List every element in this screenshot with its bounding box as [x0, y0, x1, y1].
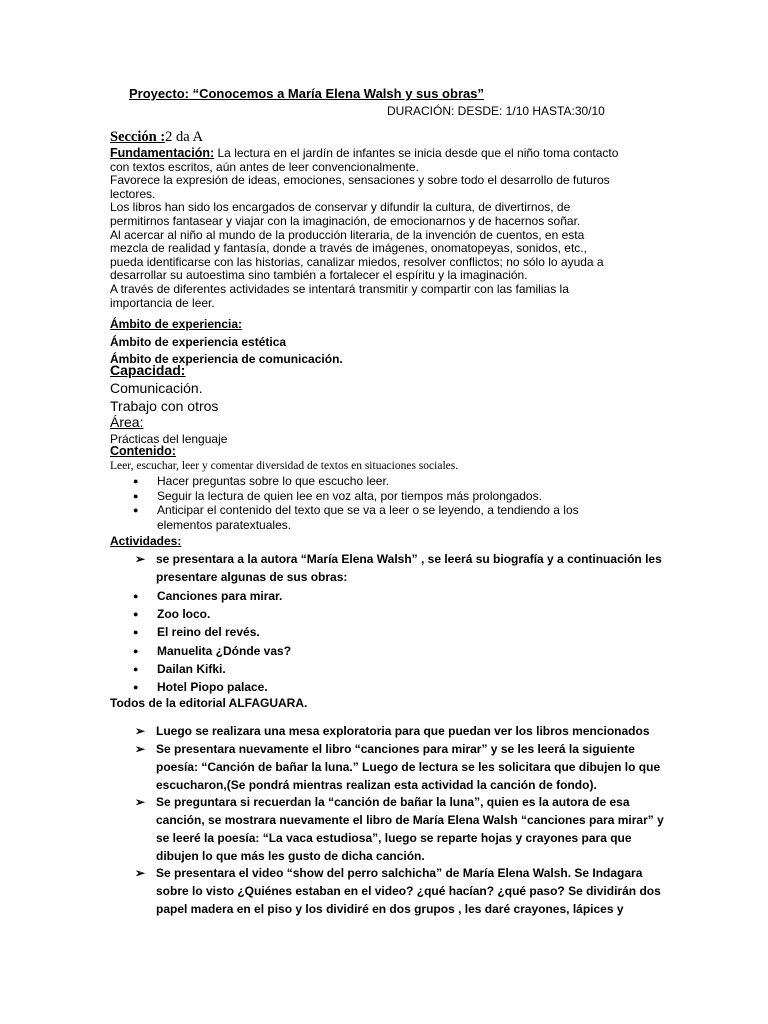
- project-title: Proyecto: “Conocemos a María Elena Walsh y sus obras”: [129, 86, 484, 101]
- arrow-bullet-icon: ➢: [135, 866, 146, 880]
- actividades-title: Actividades:: [110, 534, 182, 548]
- fundamentacion-line: mezcla de realidad y fantasía, donde a través de imágenes, onomatopeyas, sonidos, etc.,: [110, 241, 587, 256]
- book-item: ● El reino del revés.: [110, 623, 670, 641]
- list-item: ● Anticipar el contenido del texto que se va a leer o se leyendo, a tendiendo a los elementos paratextuales.: [110, 503, 620, 532]
- arrow-bullet-icon: ➢: [135, 742, 146, 756]
- ambito-block: [110, 316, 670, 369]
- book-item: ● Hotel Piopo palace.: [110, 678, 670, 696]
- publisher-note: Todos de la editorial ALFAGUARA.: [110, 696, 308, 710]
- fundamentacion-line: con textos escritos, aún antes de leer convencionalmente.: [110, 159, 419, 174]
- book-item: ● Manuelita ¿Dónde vas?: [110, 642, 670, 660]
- area-title: Área:: [110, 414, 144, 430]
- arrow-bullet-icon: ➢: [135, 795, 146, 809]
- activity-item: ➢ Se presentara nuevamente el libro “canciones para mirar” y se les leerá la siguiente poesía: “Canción de bañar la luna.” Luego de lectura se les solicitara que dibujen lo que escucharon,(Se pondrá mientras realizan esta actividad la canción de fondo).: [135, 742, 661, 792]
- list-item: ● Seguir la lectura de quien lee en voz alta, por tiempos más prolongados.: [110, 489, 620, 504]
- ambito-title: Ámbito de experiencia:: [110, 317, 243, 331]
- activity-item: ➢ Se preguntara si recuerdan la “canción de bañar la luna”, quien es la autora de esa canción, se mostrara nuevamente el libro de María Elena Walsh “canciones para mirar” y se leeré la poesía: “La vaca estudiosa”, luego se reparte hojas y crayones para que dibujen lo que más les gusto de dicha canción.: [135, 795, 664, 863]
- fundamentacion-line: permitirnos fantasear y viajar con la imaginación, de emocionarnos y de hacernos soñar.: [110, 213, 581, 228]
- fundamentacion-line: importancia de leer.: [110, 295, 215, 310]
- fundamentacion-line: Al acercar al niño al mundo de la producción literaria, de la invención de cuentos, en esta: [110, 227, 585, 242]
- ambito-item: Ámbito de experiencia estética: [110, 334, 287, 349]
- activity-item: ➢ se presentara a la autora “María Elena Walsh” , se leerá su biografía y a continuación les presentare algunas de sus obras:: [135, 552, 662, 584]
- capacidad-block: [110, 362, 670, 415]
- fundamentacion-line: Fundamentación: La lectura en el jardín de infantes se inicia desde que el niño toma contacto: [110, 146, 619, 160]
- contenido-intro: Leer, escuchar, leer y comentar diversidad de textos en situaciones sociales.: [110, 460, 459, 472]
- section-value: 2 da A: [165, 129, 204, 145]
- contenido-bullet-list: [110, 474, 620, 532]
- arrow-bullet-icon: ➢: [135, 724, 146, 738]
- capacidad-item: Trabajo con otros: [110, 398, 219, 414]
- activity-item: ➢ Luego se realizara una mesa exploratoria para que puedan ver los libros mencionados: [135, 724, 650, 738]
- book-item: ● Canciones para mirar.: [110, 587, 670, 605]
- capacidad-title: Capacidad:: [110, 362, 186, 378]
- book-item: ● Zoo loco.: [110, 605, 670, 623]
- area-item: Prácticas del lenguaje: [110, 432, 228, 446]
- fundamentacion-line: pueda identificarse con las historias, canalizar miedos, resolver conflictos; no sólo lo ayuda a: [110, 254, 604, 269]
- section-label: Sección :: [110, 129, 166, 145]
- section-line: [110, 129, 203, 146]
- arrow-bullet-icon: ➢: [135, 552, 146, 566]
- fundamentacion-line: Los libros han sido los encargados de conservar y difundir la cultura, de divertirnos, de: [110, 200, 571, 215]
- duration-line: DURACIÓN: DESDE: 1/10 HASTA:30/10: [387, 104, 605, 118]
- ambito-item: Ámbito de experiencia de comunicación.: [110, 352, 343, 366]
- contenido-block: [110, 444, 670, 474]
- fundamentacion-label: Fundamentación:: [110, 146, 215, 160]
- activity-item: ➢ Se presentara el video “show del perro salchicha” de María Elena Walsh. Se Indagara sobre lo visto ¿Quiénes estaban en el video? ¿qué hacían? ¿qué paso? Se dividirán dos papel madera en el piso y los dividiré en dos grupos , les daré crayones, lápices y: [135, 866, 661, 916]
- capacidad-item: Comunicación.: [110, 380, 203, 396]
- fundamentacion-block: [110, 147, 670, 310]
- area-block: [110, 414, 670, 447]
- fundamentacion-line: A través de diferentes actividades se intentará transmitir y compartir con las familias la: [110, 281, 569, 296]
- fundamentacion-line: desarrollar su autoestima sino también a fortalecer el espíritu y la imaginación.: [110, 268, 528, 283]
- list-item: ● Hacer preguntas sobre lo que escucho leer.: [110, 474, 620, 489]
- contenido-title: Contenido:: [110, 444, 176, 458]
- fundamentacion-line: lectores.: [110, 186, 156, 201]
- fundamentacion-line: Favorece la expresión de ideas, emociones, sensaciones y sobre todo el desarrollo de futuros: [110, 173, 610, 188]
- books-list: [110, 587, 670, 696]
- book-item: ● Dailan Kifki.: [110, 660, 670, 678]
